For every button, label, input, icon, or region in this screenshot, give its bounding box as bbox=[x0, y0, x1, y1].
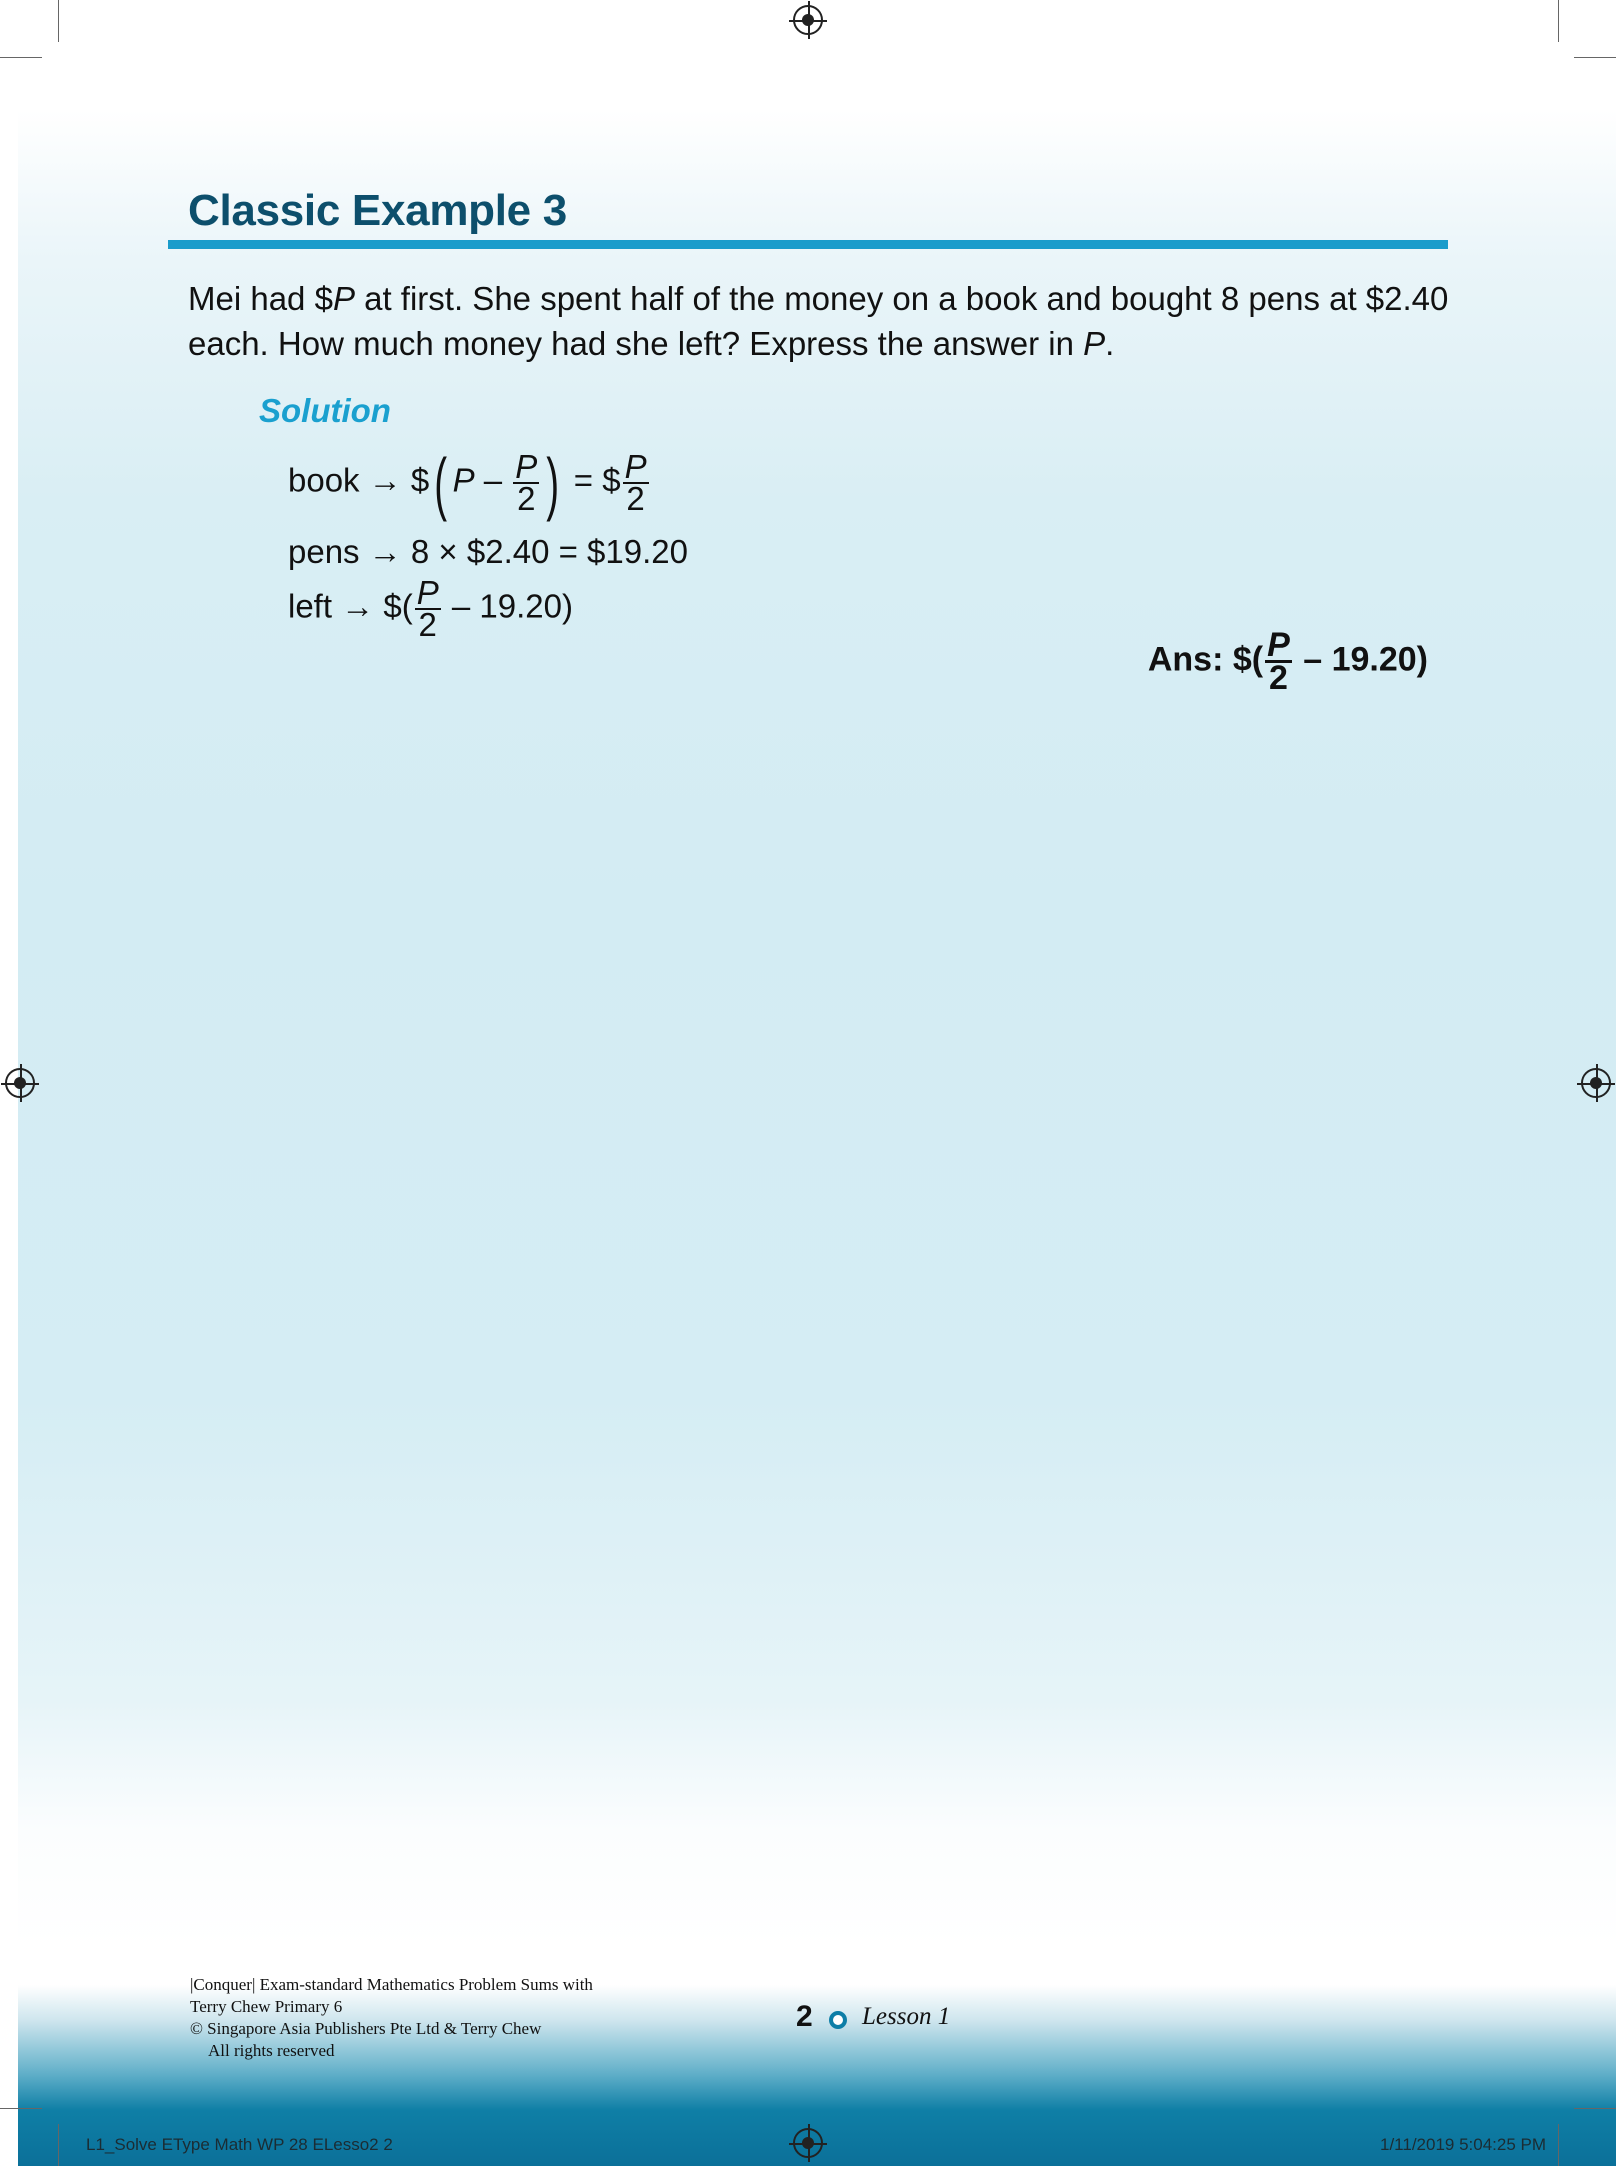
registration-mark-icon bbox=[793, 2128, 823, 2158]
registration-mark-icon bbox=[1581, 1068, 1611, 1098]
crop-mark bbox=[1558, 0, 1559, 42]
fraction: $\frac{P}{2}$ bbox=[515, 448, 538, 517]
question-line-2: each. How much money had she left? Express the answer in P. bbox=[188, 325, 1115, 362]
page-number: 2 bbox=[796, 2000, 813, 2033]
page-title: Classic Example 3 bbox=[188, 186, 567, 235]
crop-mark bbox=[1574, 2108, 1616, 2109]
crop-mark bbox=[1574, 57, 1616, 58]
fraction: $\frac{P}{2}$ bbox=[416, 574, 439, 643]
registration-mark-icon bbox=[5, 1068, 35, 1098]
question-text bbox=[188, 276, 1458, 366]
registration-mark-icon bbox=[793, 5, 823, 35]
copyright-credit: |Conquer| Exam-standard Mathematics Problem Sums with Terry Chew Primary 6 © Singapore Asia Publishers Pte Ltd & Terry Chew All rights reserved bbox=[190, 1975, 593, 2060]
solution-label: Solution bbox=[259, 392, 391, 429]
title-underline bbox=[168, 240, 1448, 249]
crop-mark bbox=[58, 0, 59, 42]
answer: Ans: $( $\frac{P}{2}$ – 19.20) bbox=[1147, 626, 1428, 697]
crop-mark bbox=[1558, 2124, 1559, 2166]
question-line-1: Mei had $P at first. She spent half of the money on a book and bought 8 pens at $2.40 bbox=[188, 280, 1449, 317]
crop-mark bbox=[0, 2108, 42, 2109]
lesson-label: Lesson 1 bbox=[862, 2003, 951, 2030]
fraction: $\frac{P}{2}$ bbox=[624, 448, 647, 517]
crop-mark bbox=[0, 57, 42, 58]
fraction: $\frac{P}{2}$ bbox=[1267, 626, 1290, 697]
solution-step-pens: pens → 8 × $2.40 = $19.20 bbox=[288, 533, 688, 570]
print-slug-right: 1/11/2019 5:04:25 PM bbox=[1380, 2135, 1547, 2154]
print-slug-left: L1_Solve EType Math WP 28 ELesso2 2 bbox=[86, 2135, 393, 2154]
solution-step-book: book → $( P – $\frac{P}{2}$ ) = $ $\frac{P}{2}$ bbox=[288, 444, 647, 522]
crop-mark bbox=[58, 2124, 59, 2166]
solution-step-left: left → $( $\frac{P}{2}$ – 19.20) bbox=[288, 574, 573, 643]
ring-icon bbox=[829, 2011, 847, 2029]
